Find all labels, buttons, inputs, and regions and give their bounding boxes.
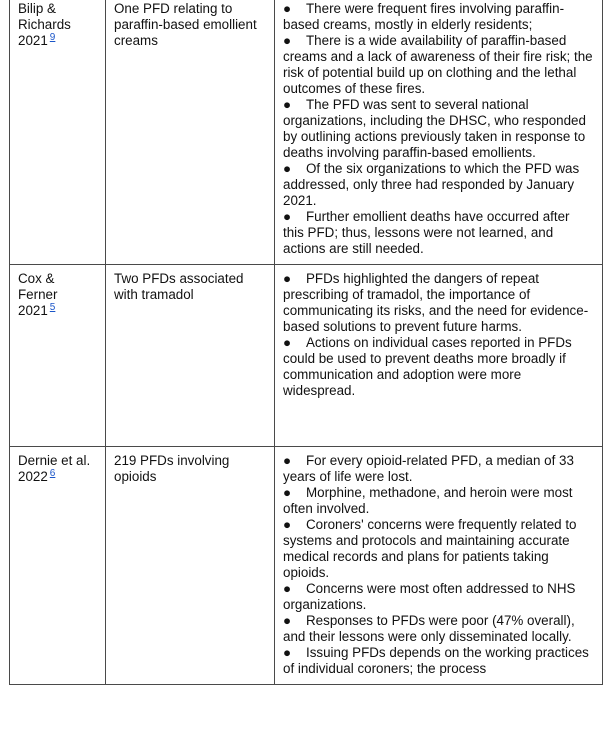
finding-item: ● Actions on individual cases reported in PFDs could be used to prevent deaths more broadly if communication and adoption were more widespread.	[283, 335, 572, 398]
author-year: 2021	[18, 303, 48, 318]
reference-link[interactable]: 9	[49, 31, 56, 43]
bullet-icon: ●	[283, 33, 292, 48]
author-line: Bilip &	[18, 1, 56, 16]
bullet-icon: ●	[283, 485, 292, 500]
bullet-icon: ●	[283, 517, 292, 532]
author-year: 2022	[18, 469, 48, 484]
finding-item: ● Of the six organizations to which the PFD was addressed, only three had responded by January 2021.	[283, 161, 580, 208]
bullet-icon: ●	[283, 335, 292, 350]
finding-item: ● The PFD was sent to several national organizations, including the DHSC, who responded by outlining actions previously taken in response to deaths involving paraffin-based emollients.	[283, 97, 586, 160]
table-row	[10, 265, 603, 447]
finding-item: ● Further emollient deaths have occurred after this PFD; thus, lessons were not learned, and actions are still needed.	[283, 209, 570, 256]
finding-item: ● Responses to PFDs were poor (47% overall), and their lessons were only disseminated locally.	[283, 613, 575, 644]
finding-item: ● Issuing PFDs depends on the working practices of individual coroners; the process	[283, 645, 589, 676]
findings-cell	[275, 0, 603, 265]
finding-item: ● There were frequent fires involving paraffin-based creams, mostly in elderly residents;	[283, 1, 565, 32]
author-line: Dernie et al.	[18, 453, 91, 468]
reference-link[interactable]: 5	[49, 301, 56, 313]
reports-cell: Two PFDs associated with tramadol	[106, 265, 275, 447]
author-line: Cox &	[18, 271, 55, 286]
findings-cell	[275, 265, 603, 447]
studies-table	[9, 0, 603, 685]
finding-item: ● Coroners' concerns were frequently related to systems and protocols and maintaining accurate medical records and plans for patients taking opioids.	[283, 517, 577, 580]
reports-cell: One PFD relating to paraffin-based emollient creams	[106, 0, 275, 265]
reference-link[interactable]: 6	[49, 467, 56, 479]
bullet-icon: ●	[283, 1, 292, 16]
bullet-icon: ●	[283, 645, 292, 660]
author-cell	[10, 0, 106, 265]
author-cell	[10, 447, 106, 685]
bullet-icon: ●	[283, 161, 292, 176]
finding-item: ● Morphine, methadone, and heroin were most often involved.	[283, 485, 573, 516]
author-year: 2021	[18, 33, 48, 48]
bullet-icon: ●	[283, 613, 292, 628]
bullet-icon: ●	[283, 453, 292, 468]
table-row	[10, 0, 603, 265]
table-row	[10, 447, 603, 685]
finding-item: ● Concerns were most often addressed to NHS organizations.	[283, 581, 576, 612]
finding-item: ● For every opioid-related PFD, a median of 33 years of life were lost.	[283, 453, 574, 484]
bullet-icon: ●	[283, 97, 292, 112]
finding-item: ● PFDs highlighted the dangers of repeat prescribing of tramadol, the importance of communicating its risks, and the need for evidence-based solutions to prevent future harms.	[283, 271, 589, 334]
bullet-icon: ●	[283, 271, 292, 286]
bullet-icon: ●	[283, 209, 292, 224]
findings-cell	[275, 447, 603, 685]
bullet-icon: ●	[283, 581, 292, 596]
reports-cell: 219 PFDs involving opioids	[106, 447, 275, 685]
finding-item: ● There is a wide availability of paraffin-based creams and a lack of awareness of their fire risk; the risk of potential build up on clothing and the lethal outcomes of these fires.	[283, 33, 593, 96]
author-line: Ferner	[18, 287, 58, 302]
author-cell	[10, 265, 106, 447]
author-line: Richards	[18, 17, 71, 32]
